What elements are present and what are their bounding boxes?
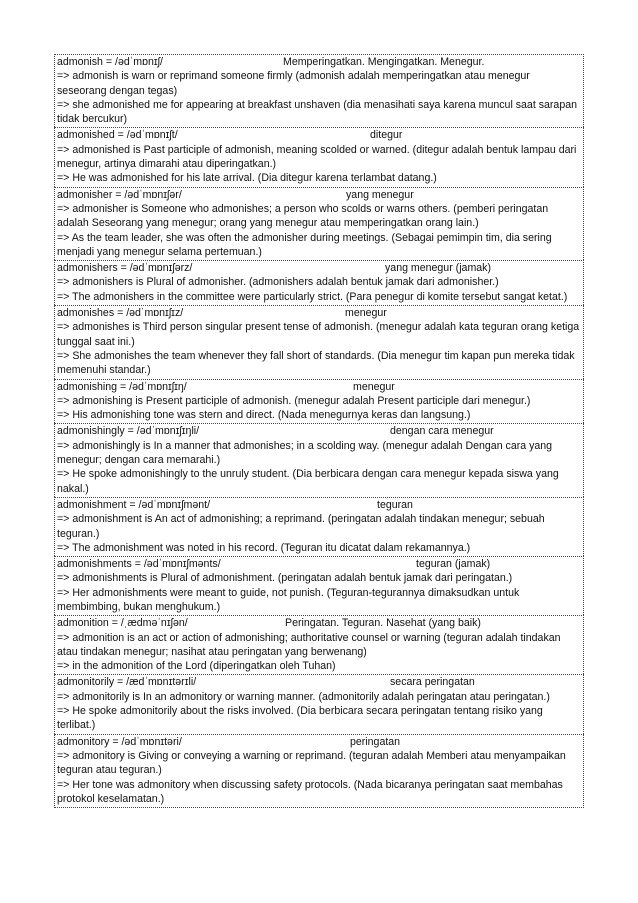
entry-line: => The admonishment was noted in his record. (Teguran itu dicatat dalam rekamannya.) bbox=[57, 541, 471, 554]
dictionary-entry bbox=[54, 54, 584, 127]
dictionary-entry bbox=[54, 187, 584, 260]
dictionary-entry bbox=[54, 379, 584, 424]
entry-meaning: secara peringatan bbox=[390, 676, 475, 689]
entry-meaning: menegur bbox=[345, 307, 387, 320]
entry-line: => admonisher is Someone who admonishes; a person who scolds or warns others. (pemberi peringatan adalah Seseorang yang menegur; orang yang menegur atau memperingatkan orang lain.) bbox=[57, 202, 549, 230]
entry-headword: admonishing = /ədˈmɒnɪʃɪŋ/ bbox=[57, 380, 187, 393]
entry-line: => admonishing is Present participle of admonish. (menegur adalah Present participle dari menegur.) bbox=[57, 394, 531, 407]
dictionary-entry bbox=[54, 556, 584, 615]
entry-meaning: yang menegur (jamak) bbox=[385, 262, 491, 275]
entry-header bbox=[57, 380, 582, 394]
entry-headword: admonish = /ədˈmɒnɪʃ/ bbox=[57, 56, 163, 68]
entry-line: => admonishments is Plural of admonishment. (peringatan adalah bentuk jamak dari peringatan.) bbox=[57, 572, 513, 585]
entry-line: => she admonished me for appearing at breakfast unshaven (dia menasihati saya karena muncul saat sarapan bbox=[57, 98, 577, 111]
entry-headword: admonishments = /ədˈmɒnɪʃmənts/ bbox=[57, 558, 221, 571]
entry-headword: admonished = /ədˈmɒnɪʃt/ bbox=[57, 129, 178, 142]
entry-header bbox=[57, 261, 582, 275]
dictionary-entry bbox=[54, 734, 584, 808]
dictionary-entry bbox=[54, 674, 584, 733]
dictionary-entry bbox=[54, 497, 584, 556]
entry-line: => As the team leader, she was often the admonisher during meetings. (Sebagai pemimpin tim, dia sering menjadi yang menegur selama pertemuan.) bbox=[57, 231, 552, 258]
entry-headword: admonishment = /ədˈmɒnɪʃmənt/ bbox=[57, 498, 211, 511]
entry-line: => admonishes is Third person singular present tense of admonish. (menegur adalah kata teguran orang ketiga tunggal saat ini.) bbox=[57, 321, 580, 348]
entry-header bbox=[57, 306, 582, 320]
entry-line: => The admonishers in the committee were particularly strict. (Para penegur di komite tersebut sangat ketat.) bbox=[57, 290, 568, 303]
entry-line: => admonish is warn or reprimand someone firmly (admonish adalah memperingatkan atau menegur seseorang dengan tegas) bbox=[57, 70, 530, 97]
entry-line: => in the admonition of the Lord (diperingatkan oleh Tuhan) bbox=[57, 660, 336, 673]
entry-line: => admonishment is An act of admonishing; a reprimand. (peringatan adalah tindakan menegur; sebuah teguran.) bbox=[57, 513, 545, 540]
entry-line: => Her tone was admonitory when discussing safety protocols. (Nada bicaranya peringatan saat membahas protokol keselamatan.) bbox=[57, 778, 563, 805]
dictionary-entry bbox=[54, 127, 584, 186]
entry-meaning: Memperingatkan. Mengingatkan. Menegur. bbox=[283, 56, 485, 68]
entry-header bbox=[57, 424, 582, 438]
entry-headword: admonition = /ˌædməˈnɪʃən/ bbox=[57, 617, 188, 630]
entry-headword: admonishingly = /ədˈmɒnɪʃɪŋli/ bbox=[57, 425, 200, 438]
entry-header bbox=[57, 616, 582, 630]
entry-line: => He was admonished for his late arrival. (Dia ditegur karena terlambat datang.) bbox=[57, 172, 437, 185]
entry-header bbox=[57, 498, 582, 512]
entry-meaning: yang menegur bbox=[346, 188, 414, 201]
entry-header bbox=[57, 188, 582, 202]
entry-header bbox=[57, 735, 582, 749]
entry-meaning: ditegur bbox=[370, 129, 403, 142]
entry-headword: admonishes = /ədˈmɒnɪʃɪz/ bbox=[57, 307, 184, 320]
entry-line: => admonitorily is In an admonitory or warning manner. (admonitorily adalah peringatan atau peringatan.) bbox=[57, 690, 550, 703]
dictionary-entry bbox=[54, 305, 584, 378]
entry-headword: admonitorily = /ædˈmɒnɪtərɪli/ bbox=[57, 676, 197, 689]
entry-line: => Her admonishments were meant to guide, not punish. (Teguran-tegurannya dimaksudkan untuk membimbing, bukan menghukum.) bbox=[57, 586, 520, 613]
entry-line: => admonishers is Plural of admonisher. (admonishers adalah bentuk jamak dari admonisher.) bbox=[57, 276, 499, 289]
entry-header bbox=[57, 128, 582, 142]
entry-line: tidak bercukur) bbox=[57, 113, 128, 126]
entry-meaning: menegur bbox=[353, 380, 395, 393]
entry-header bbox=[57, 557, 582, 571]
dictionary-entry bbox=[54, 615, 584, 674]
entry-headword: admonishers = /ədˈmɒnɪʃərz/ bbox=[57, 262, 193, 275]
entry-header bbox=[57, 55, 582, 69]
entry-line: => admonition is an act or action of admonishing; authoritative counsel or warning (teguran adalah tindakan atau tindakan menegur; nasihat atau peringatan yang berwenang) bbox=[57, 631, 561, 658]
entry-line: => She admonishes the team whenever they fall short of standards. (Dia menegur tim kapan pun mereka tidak memenuhi standar.) bbox=[57, 349, 575, 377]
document-page bbox=[54, 54, 584, 808]
entry-line: => admonitory is Giving or conveying a warning or reprimand. (teguran adalah Memberi atau menyampaikan teguran atau teguran.) bbox=[57, 749, 566, 777]
entry-meaning: dengan cara menegur bbox=[390, 425, 494, 438]
entry-line: => admonishingly is In a manner that admonishes; in a scolding way. (menegur adalah Dengan cara yang menegur; dengan cara memarahi.) bbox=[57, 439, 553, 467]
entry-meaning: teguran (jamak) bbox=[416, 558, 491, 571]
entry-line: => His admonishing tone was stern and direct. (Nada menegurnya keras dan langsung.) bbox=[57, 409, 471, 422]
entry-line: => admonished is Past participle of admonish, meaning scolded or warned. (ditegur adalah bentuk lampau dari menegur, artinya dimarahi atau diperingatkan.) bbox=[57, 143, 577, 171]
entry-meaning: teguran bbox=[377, 498, 413, 511]
entry-headword: admonitory = /ədˈmɒnɪtəri/ bbox=[57, 735, 182, 748]
dictionary-entry bbox=[54, 260, 584, 305]
entry-meaning: peringatan bbox=[350, 735, 401, 748]
entry-header bbox=[57, 675, 582, 689]
entry-line: => He spoke admonitorily about the risks involved. (Dia berbicara secara peringatan tentang risiko yang terlibat.) bbox=[57, 705, 543, 732]
dictionary-entry bbox=[54, 423, 584, 496]
entry-headword: admonisher = /ədˈmɒnɪʃər/ bbox=[57, 188, 182, 201]
entry-line: => He spoke admonishingly to the unruly student. (Dia berbicara dengan cara menegur kepada siswa yang nakal.) bbox=[57, 468, 559, 495]
entry-meaning: Peringatan. Teguran. Nasehat (yang baik) bbox=[285, 617, 481, 630]
